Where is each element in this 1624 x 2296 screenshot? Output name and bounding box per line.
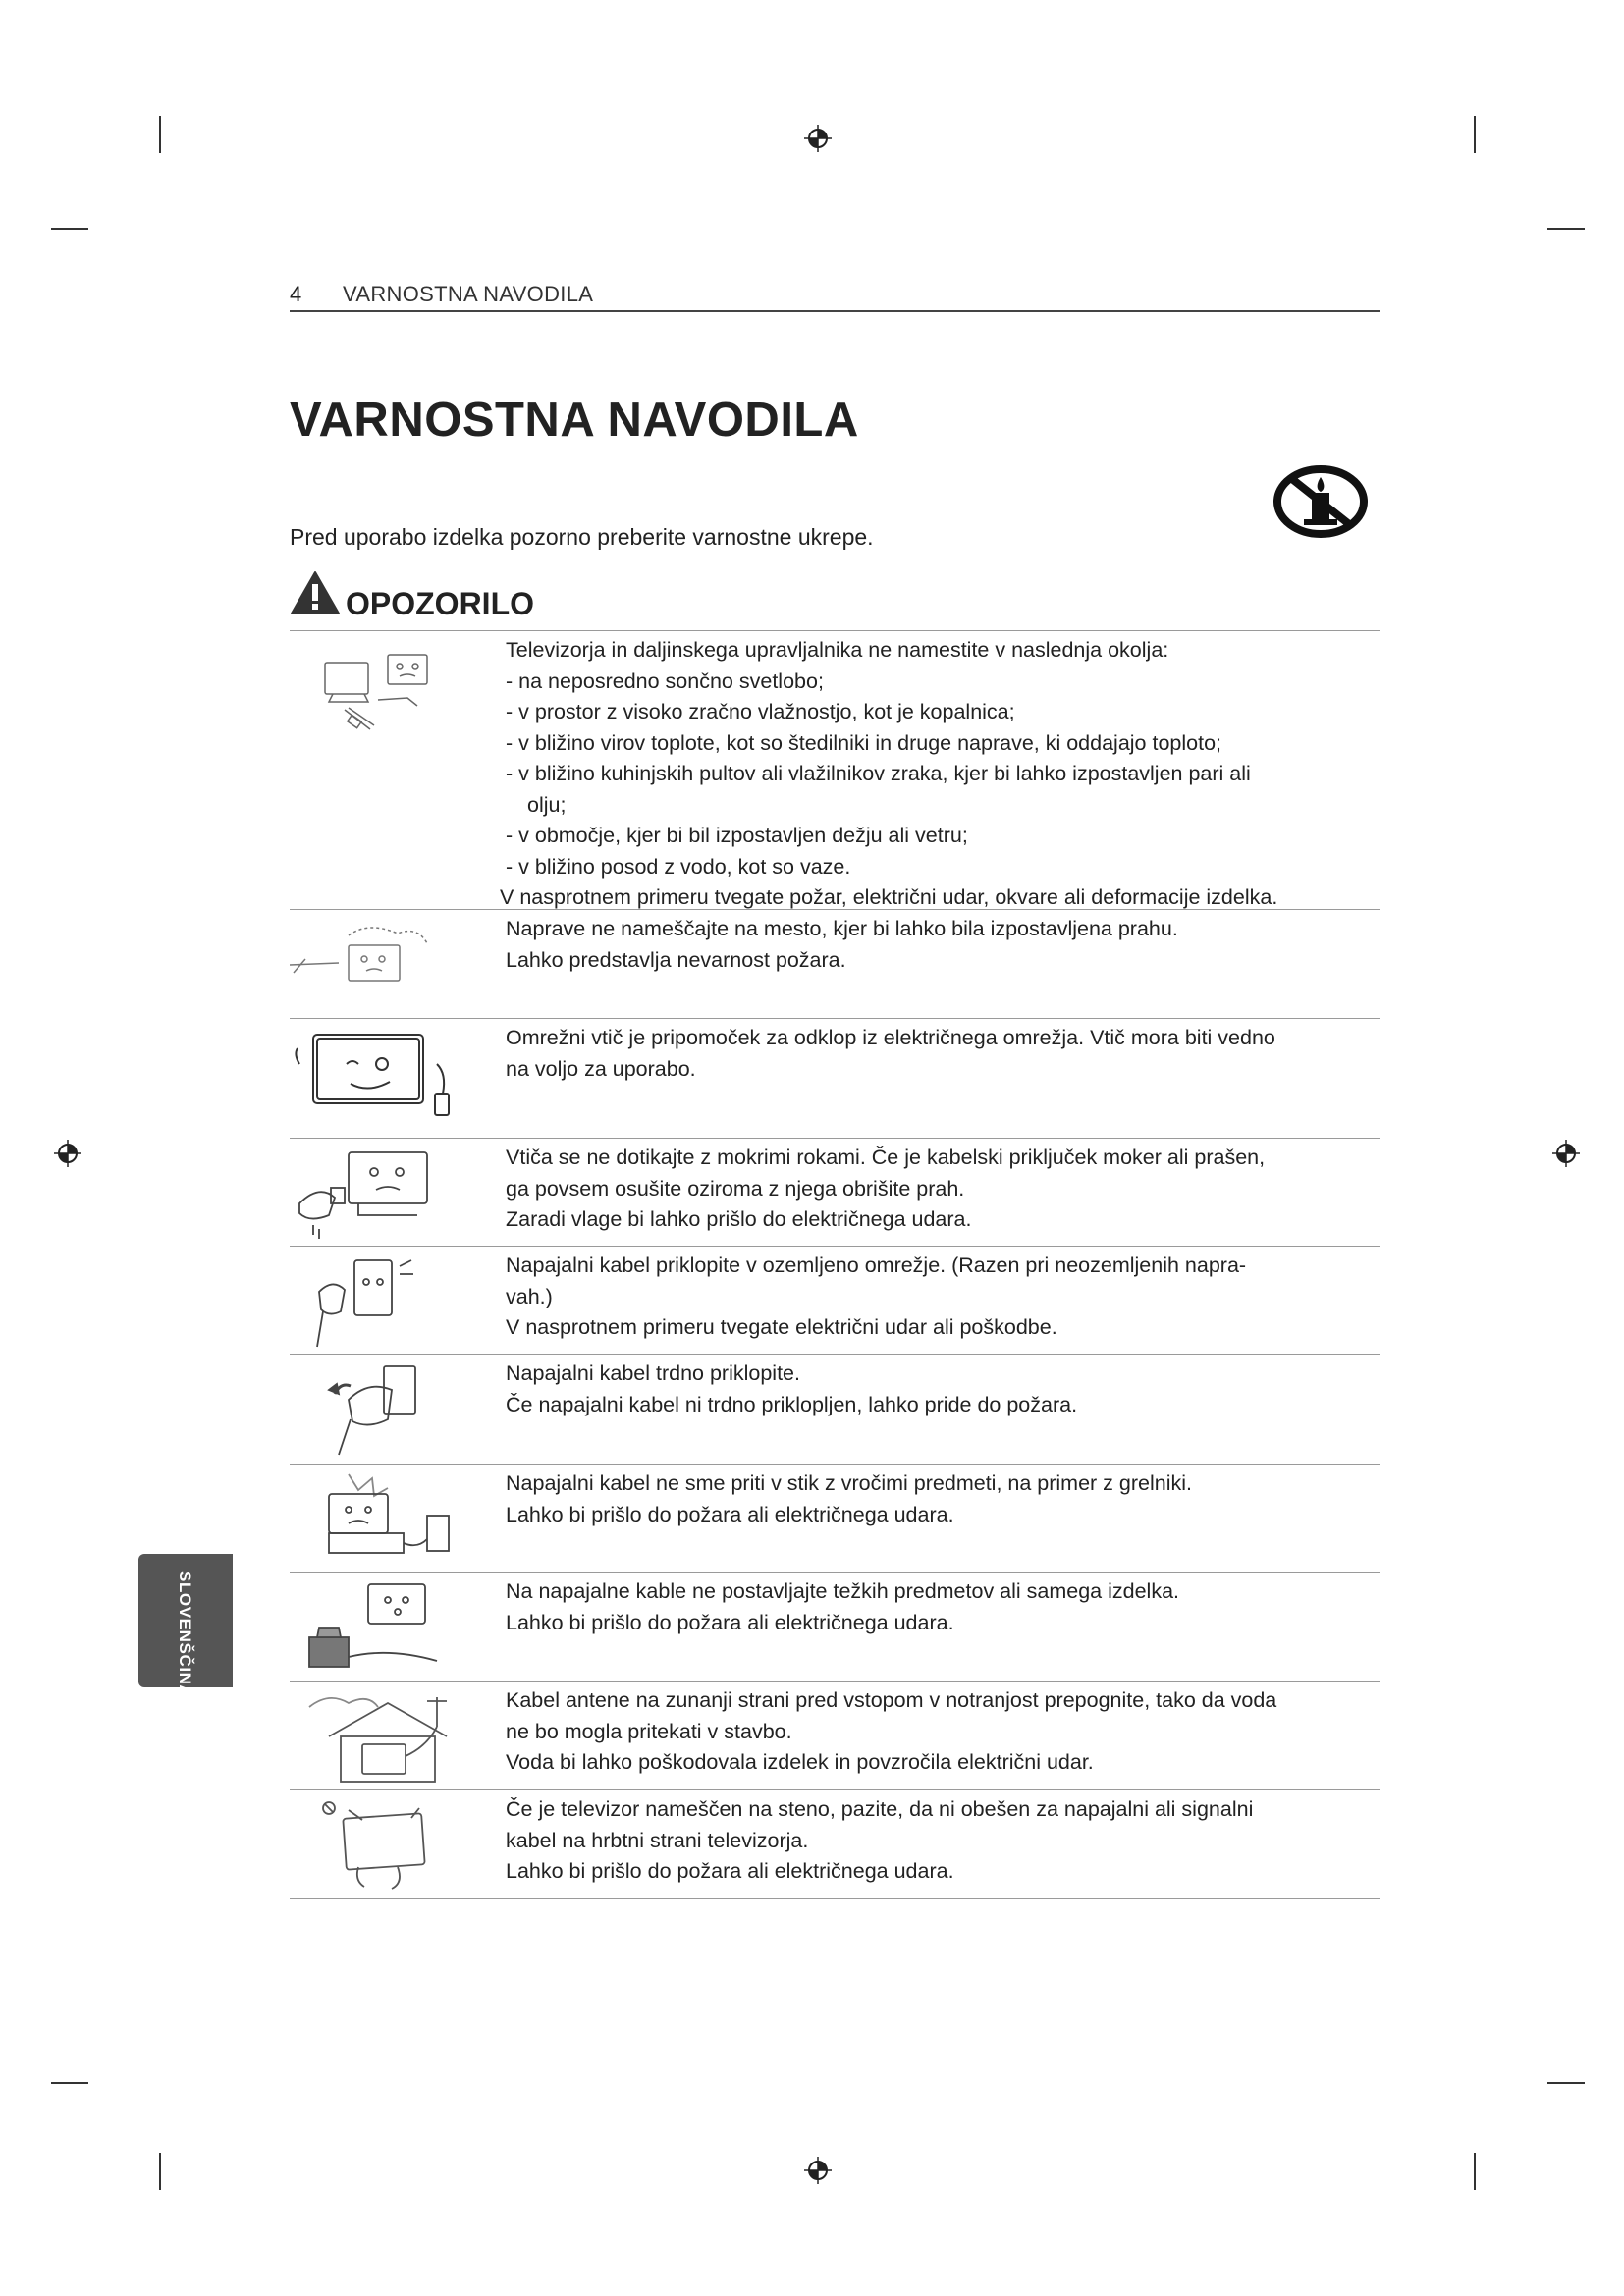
text-line: Voda bi lahko poškodovala izdelek in povzročila električni udar. bbox=[506, 1750, 1094, 1774]
warning-text bbox=[500, 635, 1380, 914]
crop-mark bbox=[1474, 2153, 1476, 2190]
power-plug-access-illustration bbox=[290, 1025, 476, 1123]
warning-item bbox=[290, 1572, 1380, 1681]
text-line: - na neposredno sončno svetlobo; bbox=[506, 668, 824, 693]
page-title: VARNOSTNA NAVODILA bbox=[290, 394, 859, 447]
antenna-cable-illustration bbox=[290, 1687, 476, 1786]
warning-item bbox=[290, 1464, 1380, 1572]
warning-text bbox=[506, 1468, 1380, 1530]
warning-text bbox=[506, 1023, 1380, 1085]
crop-mark bbox=[51, 228, 88, 230]
text-line: Lahko bi prišlo do požara ali električnega udara. bbox=[506, 1859, 954, 1883]
text-line: Na napajalne kable ne postavljajte težkih predmetov ali samega izdelka. bbox=[506, 1579, 1180, 1603]
running-header: VARNOSTNA NAVODILA bbox=[343, 282, 594, 306]
warning-text bbox=[506, 1794, 1380, 1888]
text-line: olju; bbox=[527, 792, 567, 817]
text-line: Napajalni kabel priklopite v ozemljeno omrežje. (Razen pri neozemljenih napra- bbox=[506, 1254, 1247, 1277]
text-line: na voljo za uporabo. bbox=[506, 1056, 696, 1081]
warning-item bbox=[290, 630, 1380, 909]
warning-heading: OPOZORILO bbox=[346, 586, 534, 621]
warning-item bbox=[290, 1018, 1380, 1138]
language-tab-label: SLOVENŠČINA bbox=[176, 1571, 194, 1698]
page-number: 4 bbox=[290, 282, 302, 306]
text-line: Vtiča se ne dotikajte z mokrimi rokami. Če je kabelski priključek moker ali prašen, bbox=[506, 1146, 1266, 1169]
text-line: vah.) bbox=[506, 1284, 553, 1308]
warning-item bbox=[290, 1138, 1380, 1246]
grounded-outlet-illustration bbox=[290, 1253, 476, 1351]
registration-target-icon bbox=[1551, 1139, 1581, 1168]
tv-environment-illustration bbox=[290, 641, 476, 739]
text-line: Lahko bi prišlo do požara ali električnega udara. bbox=[506, 1610, 954, 1634]
text-line: Če napajalni kabel ni trdno priklopljen, lahko pride do požara. bbox=[506, 1392, 1078, 1416]
warning-item bbox=[290, 1246, 1380, 1354]
text-line: Če je televizor nameščen na steno, pazite, da ni obešen za napajalni ali signalni bbox=[506, 1797, 1254, 1821]
warning-text bbox=[506, 1143, 1380, 1236]
wall-mount-cable-illustration bbox=[290, 1796, 476, 1895]
text-line: Lahko bi prišlo do požara ali električnega udara. bbox=[506, 1502, 954, 1526]
text-line: Omrežni vtič je pripomoček za odklop iz električnega omrežja. Vtič mora biti vedno bbox=[506, 1026, 1275, 1049]
crop-mark bbox=[51, 2082, 88, 2084]
wet-hands-illustration bbox=[290, 1145, 476, 1243]
warning-list bbox=[290, 630, 1380, 1899]
no-open-flame-icon bbox=[1272, 465, 1369, 538]
text-line: - v bližino virov toplote, kot so štedilniki in druge naprave, ki oddajajo toploto; bbox=[506, 730, 1222, 755]
text-line: - v bližino posod z vodo, kot so vaze. bbox=[506, 854, 851, 879]
text-line: Zaradi vlage bi lahko prišlo do električnega udara. bbox=[506, 1207, 972, 1231]
text-line: Kabel antene na zunanji strani pred vstopom v notranjost prepognite, tako da voda bbox=[506, 1688, 1277, 1712]
registration-target-icon bbox=[803, 124, 833, 153]
registration-target-icon bbox=[803, 2156, 833, 2185]
text-line: ne bo mogla pritekati v stavbo. bbox=[506, 1719, 792, 1743]
text-line: Napajalni kabel trdno priklopite. bbox=[506, 1362, 800, 1385]
warning-item bbox=[290, 909, 1380, 1018]
warning-triangle-icon bbox=[290, 570, 341, 615]
warning-item bbox=[290, 1789, 1380, 1899]
heater-illustration bbox=[290, 1470, 476, 1569]
intro-text: Pred uporabo izdelka pozorno preberite varnostne ukrepe. bbox=[290, 524, 874, 550]
crop-mark bbox=[1547, 2082, 1585, 2084]
warning-item bbox=[290, 1681, 1380, 1789]
text-line: Televizorja in daljinskega upravljalnika ne namestite v naslednja okolja: bbox=[506, 638, 1169, 662]
text-line: - v območje, kjer bi bil izpostavljen dežju ali vetru; bbox=[506, 824, 968, 847]
text-line: Naprave ne nameščajte na mesto, kjer bi lahko bila izpostavljena prahu. bbox=[506, 917, 1178, 940]
text-line: - v bližino kuhinjskih pultov ali vlažilnikov zraka, kjer bi lahko izpostavljen pari ali bbox=[506, 762, 1251, 785]
warning-text bbox=[506, 1251, 1380, 1344]
warning-text bbox=[506, 1359, 1380, 1420]
warning-text bbox=[506, 1576, 1380, 1638]
text-line: Lahko predstavlja nevarnost požara. bbox=[506, 947, 846, 972]
text-line: ga povsem osušite oziroma z njega obrišite prah. bbox=[506, 1176, 965, 1201]
text-line: V nasprotnem primeru tvegate električni udar ali poškodbe. bbox=[506, 1315, 1057, 1339]
crop-mark bbox=[1474, 116, 1476, 153]
warning-item bbox=[290, 1354, 1380, 1464]
dust-illustration bbox=[290, 916, 476, 1014]
warning-text bbox=[506, 1685, 1380, 1779]
plug-firmly-illustration bbox=[290, 1361, 476, 1459]
warning-text bbox=[506, 914, 1380, 976]
crop-mark bbox=[159, 116, 161, 153]
text-line: kabel na hrbtni strani televizorja. bbox=[506, 1828, 809, 1852]
header-rule bbox=[290, 310, 1380, 312]
text-line: - v prostor z visoko zračno vlažnostjo, kot je kopalnica; bbox=[506, 700, 1015, 723]
crop-mark bbox=[1547, 228, 1585, 230]
heavy-objects-illustration bbox=[290, 1578, 476, 1677]
registration-target-icon bbox=[53, 1139, 82, 1168]
text-line: V nasprotnem primeru tvegate požar, električni udar, okvare ali deformacije izdelka. bbox=[500, 885, 1278, 909]
text-line: Napajalni kabel ne sme priti v stik z vročimi predmeti, na primer z grelniki. bbox=[506, 1471, 1192, 1495]
crop-mark bbox=[159, 2153, 161, 2190]
